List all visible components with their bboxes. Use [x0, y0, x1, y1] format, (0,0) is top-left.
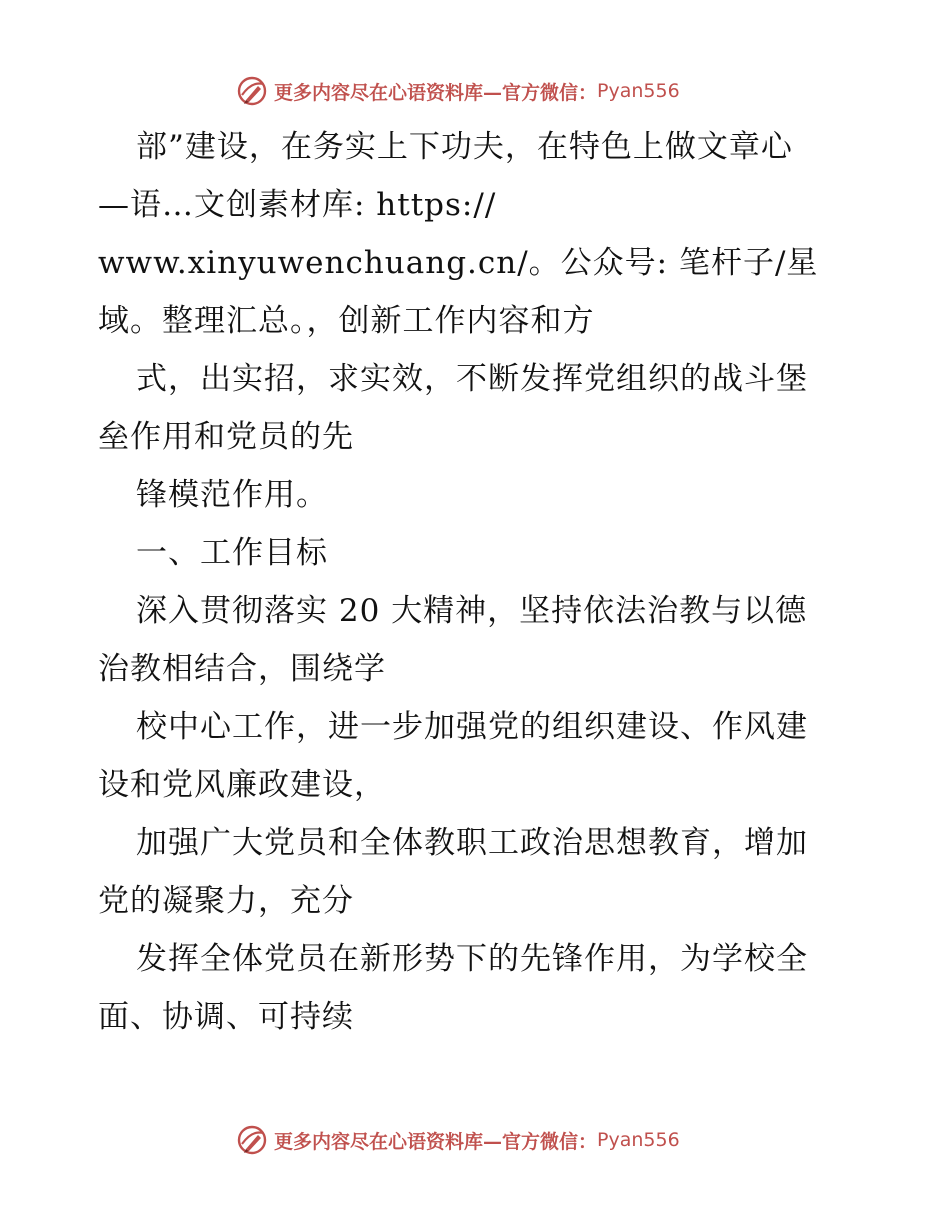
pen-logo-icon [236, 75, 268, 107]
body-line: 域。整理汇总。，创新工作内容和方 [98, 303, 595, 339]
body-line: 式，出实招，求实效，不断发挥党组织的战斗堡 [136, 361, 808, 397]
body-line: 面、协调、可持续 [98, 999, 354, 1035]
body-line: 党的凝聚力，充分 [98, 883, 354, 919]
header-banner-text: 更多内容尽在心语资料库—官方微信： [274, 81, 598, 104]
header-wechat-id: Pyan556 [597, 80, 680, 102]
body-line: 锋模范作用。 [136, 477, 328, 513]
body-line: 治教相结合，围绕学 [98, 651, 386, 687]
header-banner [236, 74, 716, 108]
body-line: —语…文创素材库: https:// [98, 187, 497, 223]
section-heading: 一、工作目标 [136, 535, 328, 571]
body-line: 深入贯彻落实 20 大精神，坚持依法治教与以德 [136, 593, 808, 629]
body-line: 设和党风廉政建设， [98, 767, 386, 803]
body-line: www.xinyuwenchuang.cn/。公众号: 笔杆子/星 [98, 245, 819, 281]
footer-wechat-id: Pyan556 [597, 1129, 680, 1151]
body-line: 部”建设，在务实上下功夫，在特色上做文章心 [136, 129, 793, 165]
document-body [98, 118, 858, 1046]
pen-logo-icon [236, 1124, 268, 1156]
footer-banner-text: 更多内容尽在心语资料库—官方微信： [274, 1130, 598, 1153]
body-line: 发挥全体党员在新形势下的先锋作用，为学校全 [136, 941, 808, 977]
body-line: 校中心工作，进一步加强党的组织建设、作风建 [136, 709, 808, 745]
body-line: 垒作用和党员的先 [98, 419, 354, 455]
footer-banner [236, 1123, 716, 1157]
body-line: 加强广大党员和全体教职工政治思想教育，增加 [136, 825, 808, 861]
